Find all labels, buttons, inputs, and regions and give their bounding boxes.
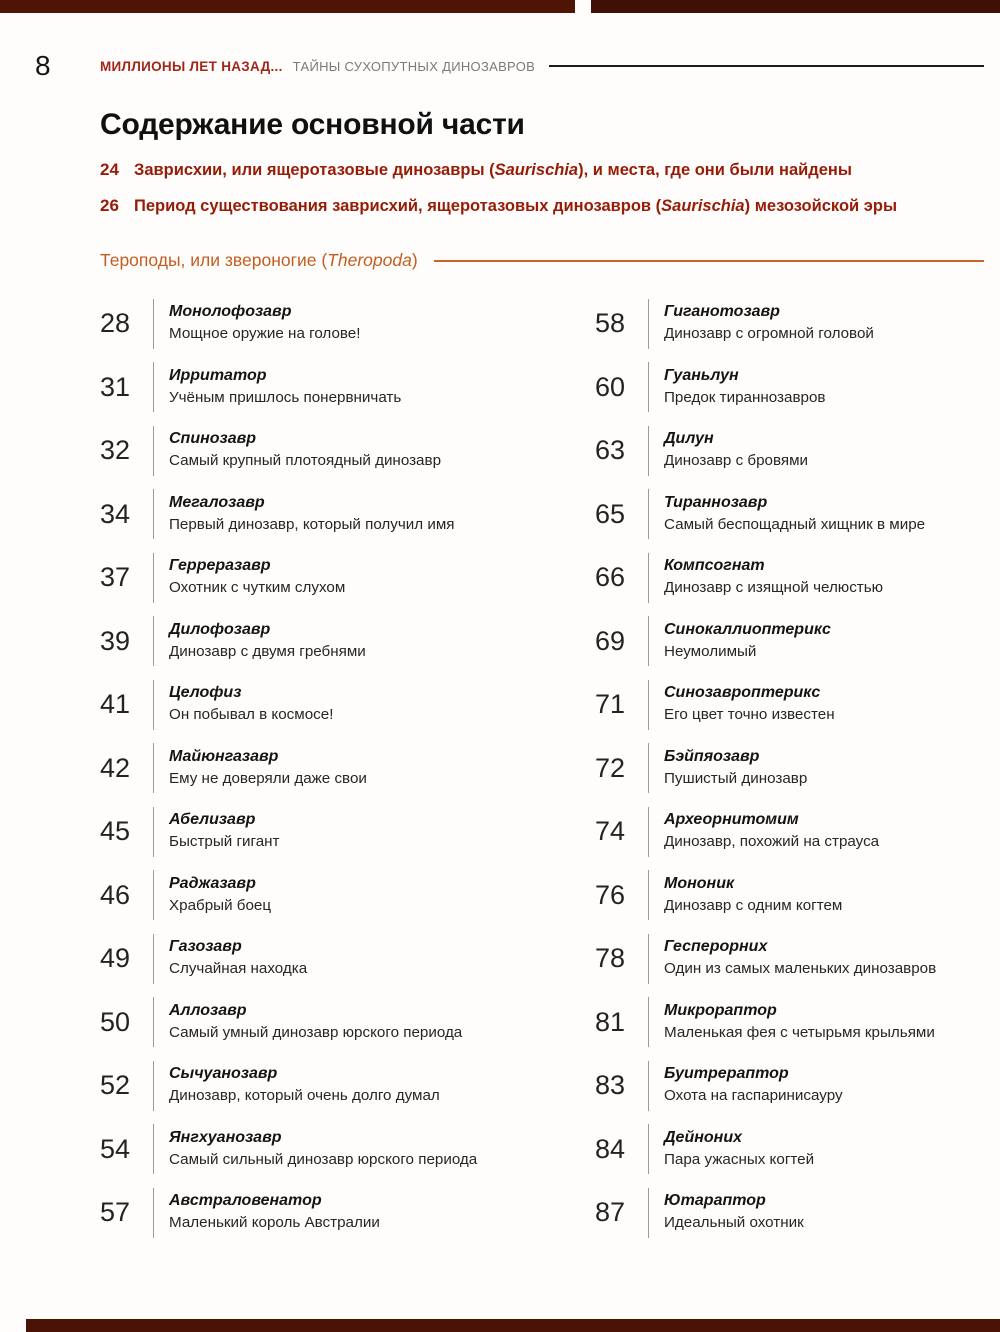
entry-text [169,874,271,917]
entry-subtitle: Пара ужасных когтей [664,1150,815,1168]
toc-entry [100,1118,595,1182]
entry-title: Археорнитомим [664,811,799,829]
entry-divider [153,426,154,476]
section-heading-text: Тероподы, или звероногие (Theropoda) [100,250,418,270]
entry-subtitle: Маленькая фея с четырьмя крыльями [664,1023,935,1041]
entry-title: Мононик [664,874,735,892]
entry-page-number: 84 [595,1133,626,1164]
entry-divider [153,299,154,349]
entry-page-number: 60 [595,371,626,402]
entry-page-number: 71 [595,689,626,720]
entry-page-number: 41 [100,689,131,720]
entry-subtitle: Пушистый динозавр [664,769,808,787]
entry-page-number: 42 [100,752,131,783]
entry-page-number: 57 [100,1197,131,1228]
entry-divider [153,616,154,666]
entry-page-number: 54 [100,1133,131,1164]
toc-entry [595,1054,984,1118]
entry-divider [648,489,649,539]
entry-divider [648,680,649,730]
entry-subtitle: Динозавр с огромной головой [664,325,874,343]
entry-subtitle: Динозавр, похожий на страуса [664,833,880,851]
entry-page-number: 76 [595,879,626,910]
entry-text [664,429,808,472]
entry-text [664,1064,843,1107]
toc-entry [100,483,595,547]
entry-text [169,1064,440,1107]
toc-entry [100,991,595,1055]
entry-page-number: 32 [100,435,131,466]
entry-text [169,747,367,790]
entry-page-number: 45 [100,816,131,847]
toc-entry [595,1181,984,1245]
entry-title: Дилофозавр [169,620,271,638]
entry-divider [153,870,154,920]
entry-subtitle: Динозавр с одним когтем [664,896,843,914]
entry-title: Гиганотозавр [664,303,780,321]
page-header [35,52,984,80]
entry-divider [648,807,649,857]
section-rule [434,260,984,262]
series-title: МИЛЛИОНЫ ЛЕТ НАЗАД... [100,58,283,74]
entry-subtitle: Учёным пришлось понервничать [169,388,402,406]
book-title: ТАЙНЫ СУХОПУТНЫХ ДИНОЗАВРОВ [292,58,536,74]
entry-page-number: 46 [100,879,131,910]
entry-divider [153,807,154,857]
entry-title: Раджазавр [169,874,256,892]
toc-entry [595,1118,984,1182]
entry-divider [648,870,649,920]
entry-title: Спинозавр [169,430,257,448]
scan-edge-top [0,0,1000,13]
entry-page-number: 31 [100,371,131,402]
entry-page-number: 83 [595,1070,626,1101]
entry-divider [648,553,649,603]
entry-page-number: 58 [595,308,626,339]
entry-subtitle: Он побывал в космосе! [169,706,334,724]
toc-entry [100,673,595,737]
toc-entry [595,610,984,674]
entry-divider [153,362,154,412]
toc-entry [100,419,595,483]
entry-title: Синокаллиоптерикс [664,620,831,638]
entry-title: Ирритатор [169,366,267,384]
entry-page-number: 81 [595,1006,626,1037]
entry-text [664,556,883,599]
entry-subtitle: Один из самых маленьких динозавров [664,960,937,978]
entry-title: Янгхуанозавр [169,1128,282,1146]
entry-divider [153,743,154,793]
toc-column-left [100,292,595,1245]
toc-entry [100,1054,595,1118]
entry-title: Сычуанозавр [169,1065,278,1083]
entry-page-number: 74 [595,816,626,847]
entry-subtitle: Динозавр с бровями [664,452,809,470]
entry-divider [153,997,154,1047]
entry-text [169,429,441,472]
entry-page-number: 49 [100,943,131,974]
header-rule [549,65,984,67]
entry-subtitle: Его цвет точно известен [664,706,835,724]
entry-title: Гуаньлун [664,366,739,384]
entry-text [169,1191,380,1234]
entry-page-number: 37 [100,562,131,593]
entry-divider [648,997,649,1047]
entry-text [169,366,401,409]
main-toc-entries [100,160,984,233]
entry-text [169,1128,477,1171]
entry-text [664,747,807,790]
page-number: 8 [35,50,51,81]
entry-text [169,620,366,663]
entry-page-number: 24 [100,160,119,179]
entry-subtitle: Самый крупный плотоядный динозавр [169,452,442,470]
entry-title: Абелизавр [169,811,256,829]
entry-title: Гесперорних [664,938,768,956]
entry-page-number: 87 [595,1197,626,1228]
toc-entry [100,864,595,928]
entry-text [169,556,345,599]
latin-name: Theropoda [327,250,412,270]
entry-page-number: 69 [595,625,626,656]
entry-title: Микрораптор [664,1001,777,1019]
entry-title: Компсогнат [664,557,765,575]
entry-title: Ютараптор [664,1192,766,1210]
entry-title: Дилун [664,430,714,448]
entry-text [664,1001,935,1044]
entry-text: Период существования заврисхий, ящеротазовых динозавров (Saurischia) мезозойской эры [134,197,898,216]
entry-page-number: 34 [100,498,131,529]
entry-subtitle: Динозавр с изящной челюстью [664,579,884,597]
entry-divider [648,1124,649,1174]
toc-entry [595,864,984,928]
entry-subtitle: Ему не доверяли даже свои [169,769,367,787]
entry-title: Тираннозавр [664,493,768,511]
entry-page-number: 52 [100,1070,131,1101]
entry-divider [153,1124,154,1174]
entry-title: Целофиз [169,684,242,702]
toc-entry [595,483,984,547]
toc-entry [100,356,595,420]
entry-title: Герреразавр [169,557,271,575]
entry-text [664,937,936,980]
entry-page-number: 63 [595,435,626,466]
entry-divider [648,616,649,666]
entry-divider [153,934,154,984]
entry-subtitle: Идеальный охотник [664,1214,804,1232]
toc-entry [100,546,595,610]
scan-edge-top-right [591,0,1000,13]
toc-entry [100,292,595,356]
entry-title: Майюнгазавр [169,747,279,765]
page-title: Содержание основной части [100,108,525,141]
entry-text [664,683,835,726]
entry-page-number: 50 [100,1006,131,1037]
entry-subtitle: Предок тираннозавров [664,388,826,406]
toc-entry [595,737,984,801]
entry-title: Монолофозавр [169,303,292,321]
toc-entry [595,419,984,483]
toc-entry [595,927,984,991]
entry-page-number: 65 [595,498,626,529]
section-heading-theropoda [100,250,984,271]
entry-text [664,493,925,536]
entry-text [169,937,307,980]
entry-page-number: 72 [595,752,626,783]
scan-edge-top-left [0,0,575,13]
toc-entry [595,546,984,610]
toc-entry [100,610,595,674]
entry-divider [153,1061,154,1111]
entry-subtitle: Первый динозавр, который получил имя [169,515,455,533]
entry-text [169,810,280,853]
toc-entry [595,356,984,420]
entry-divider [153,553,154,603]
entry-subtitle: Мощное оружие на голове! [169,325,361,343]
entry-title: Аллозавр [169,1001,247,1019]
entry-text [664,620,831,663]
entry-subtitle: Храбрый боец [169,896,272,914]
entry-text [169,1001,462,1044]
entry-subtitle: Неумолимый [664,642,757,660]
entry-title: Буитрераптор [664,1065,789,1083]
entry-subtitle: Охотник с чутким слухом [169,579,346,597]
entry-title: Бэйпяозавр [664,747,760,765]
scan-edge-bottom-bar [26,1319,1000,1332]
entry-divider [153,489,154,539]
entry-title: Газозавр [169,938,242,956]
entry-page-number: 39 [100,625,131,656]
entry-subtitle: Динозавр с двумя гребнями [169,642,366,660]
entry-page-number: 66 [595,562,626,593]
entry-subtitle: Быстрый гигант [169,833,280,851]
entry-subtitle: Динозавр, который очень долго думал [169,1087,440,1105]
entry-divider [648,362,649,412]
entry-text [664,1128,814,1171]
latin-name: Saurischia [494,161,579,179]
entry-page-number: 78 [595,943,626,974]
entry-divider [648,1188,649,1238]
entry-subtitle: Случайная находка [169,960,308,978]
entry-text [664,1191,804,1234]
toc-entry [595,800,984,864]
toc-entry [595,292,984,356]
toc-main-entry [100,196,984,217]
toc-entry [100,737,595,801]
toc-column-right [595,292,984,1245]
entry-subtitle: Маленький король Австралии [169,1214,380,1232]
entry-subtitle: Самый сильный динозавр юрского периода [169,1150,478,1168]
entry-divider [153,680,154,730]
toc-main-entry [100,160,984,181]
entry-divider [648,426,649,476]
toc-entry [100,1181,595,1245]
entry-page-number: 26 [100,196,119,216]
toc-entry [100,800,595,864]
entry-text [169,302,360,345]
entry-subtitle: Самый умный динозавр юрского периода [169,1023,463,1041]
toc-grid [100,292,984,1245]
entry-divider [153,1188,154,1238]
toc-entry [595,991,984,1055]
entry-text [169,683,333,726]
entry-page-number: 28 [100,308,131,339]
entry-divider [648,299,649,349]
entry-title: Синозавроптерикс [664,684,821,702]
toc-entry [595,673,984,737]
entry-text [664,874,842,917]
entry-title: Мегалозавр [169,493,265,511]
entry-divider [648,743,649,793]
entry-title: Австраловенатор [169,1192,322,1210]
entry-text [169,493,455,536]
latin-name: Saurischia [661,197,745,216]
entry-text: Заврисхии, или ящеротазовые динозавры (Saurischia), и места, где они были найдены [134,161,852,179]
entry-text [664,366,825,409]
entry-text [664,302,874,345]
scan-edge-bottom [0,1319,1000,1332]
entry-subtitle: Самый беспощадный хищник в мире [664,515,926,533]
entry-text [664,810,879,853]
entry-subtitle: Охота на гаспаринисауру [664,1087,843,1105]
toc-entry [100,927,595,991]
entry-divider [648,1061,649,1111]
entry-title: Дейноних [664,1128,742,1146]
entry-divider [648,934,649,984]
